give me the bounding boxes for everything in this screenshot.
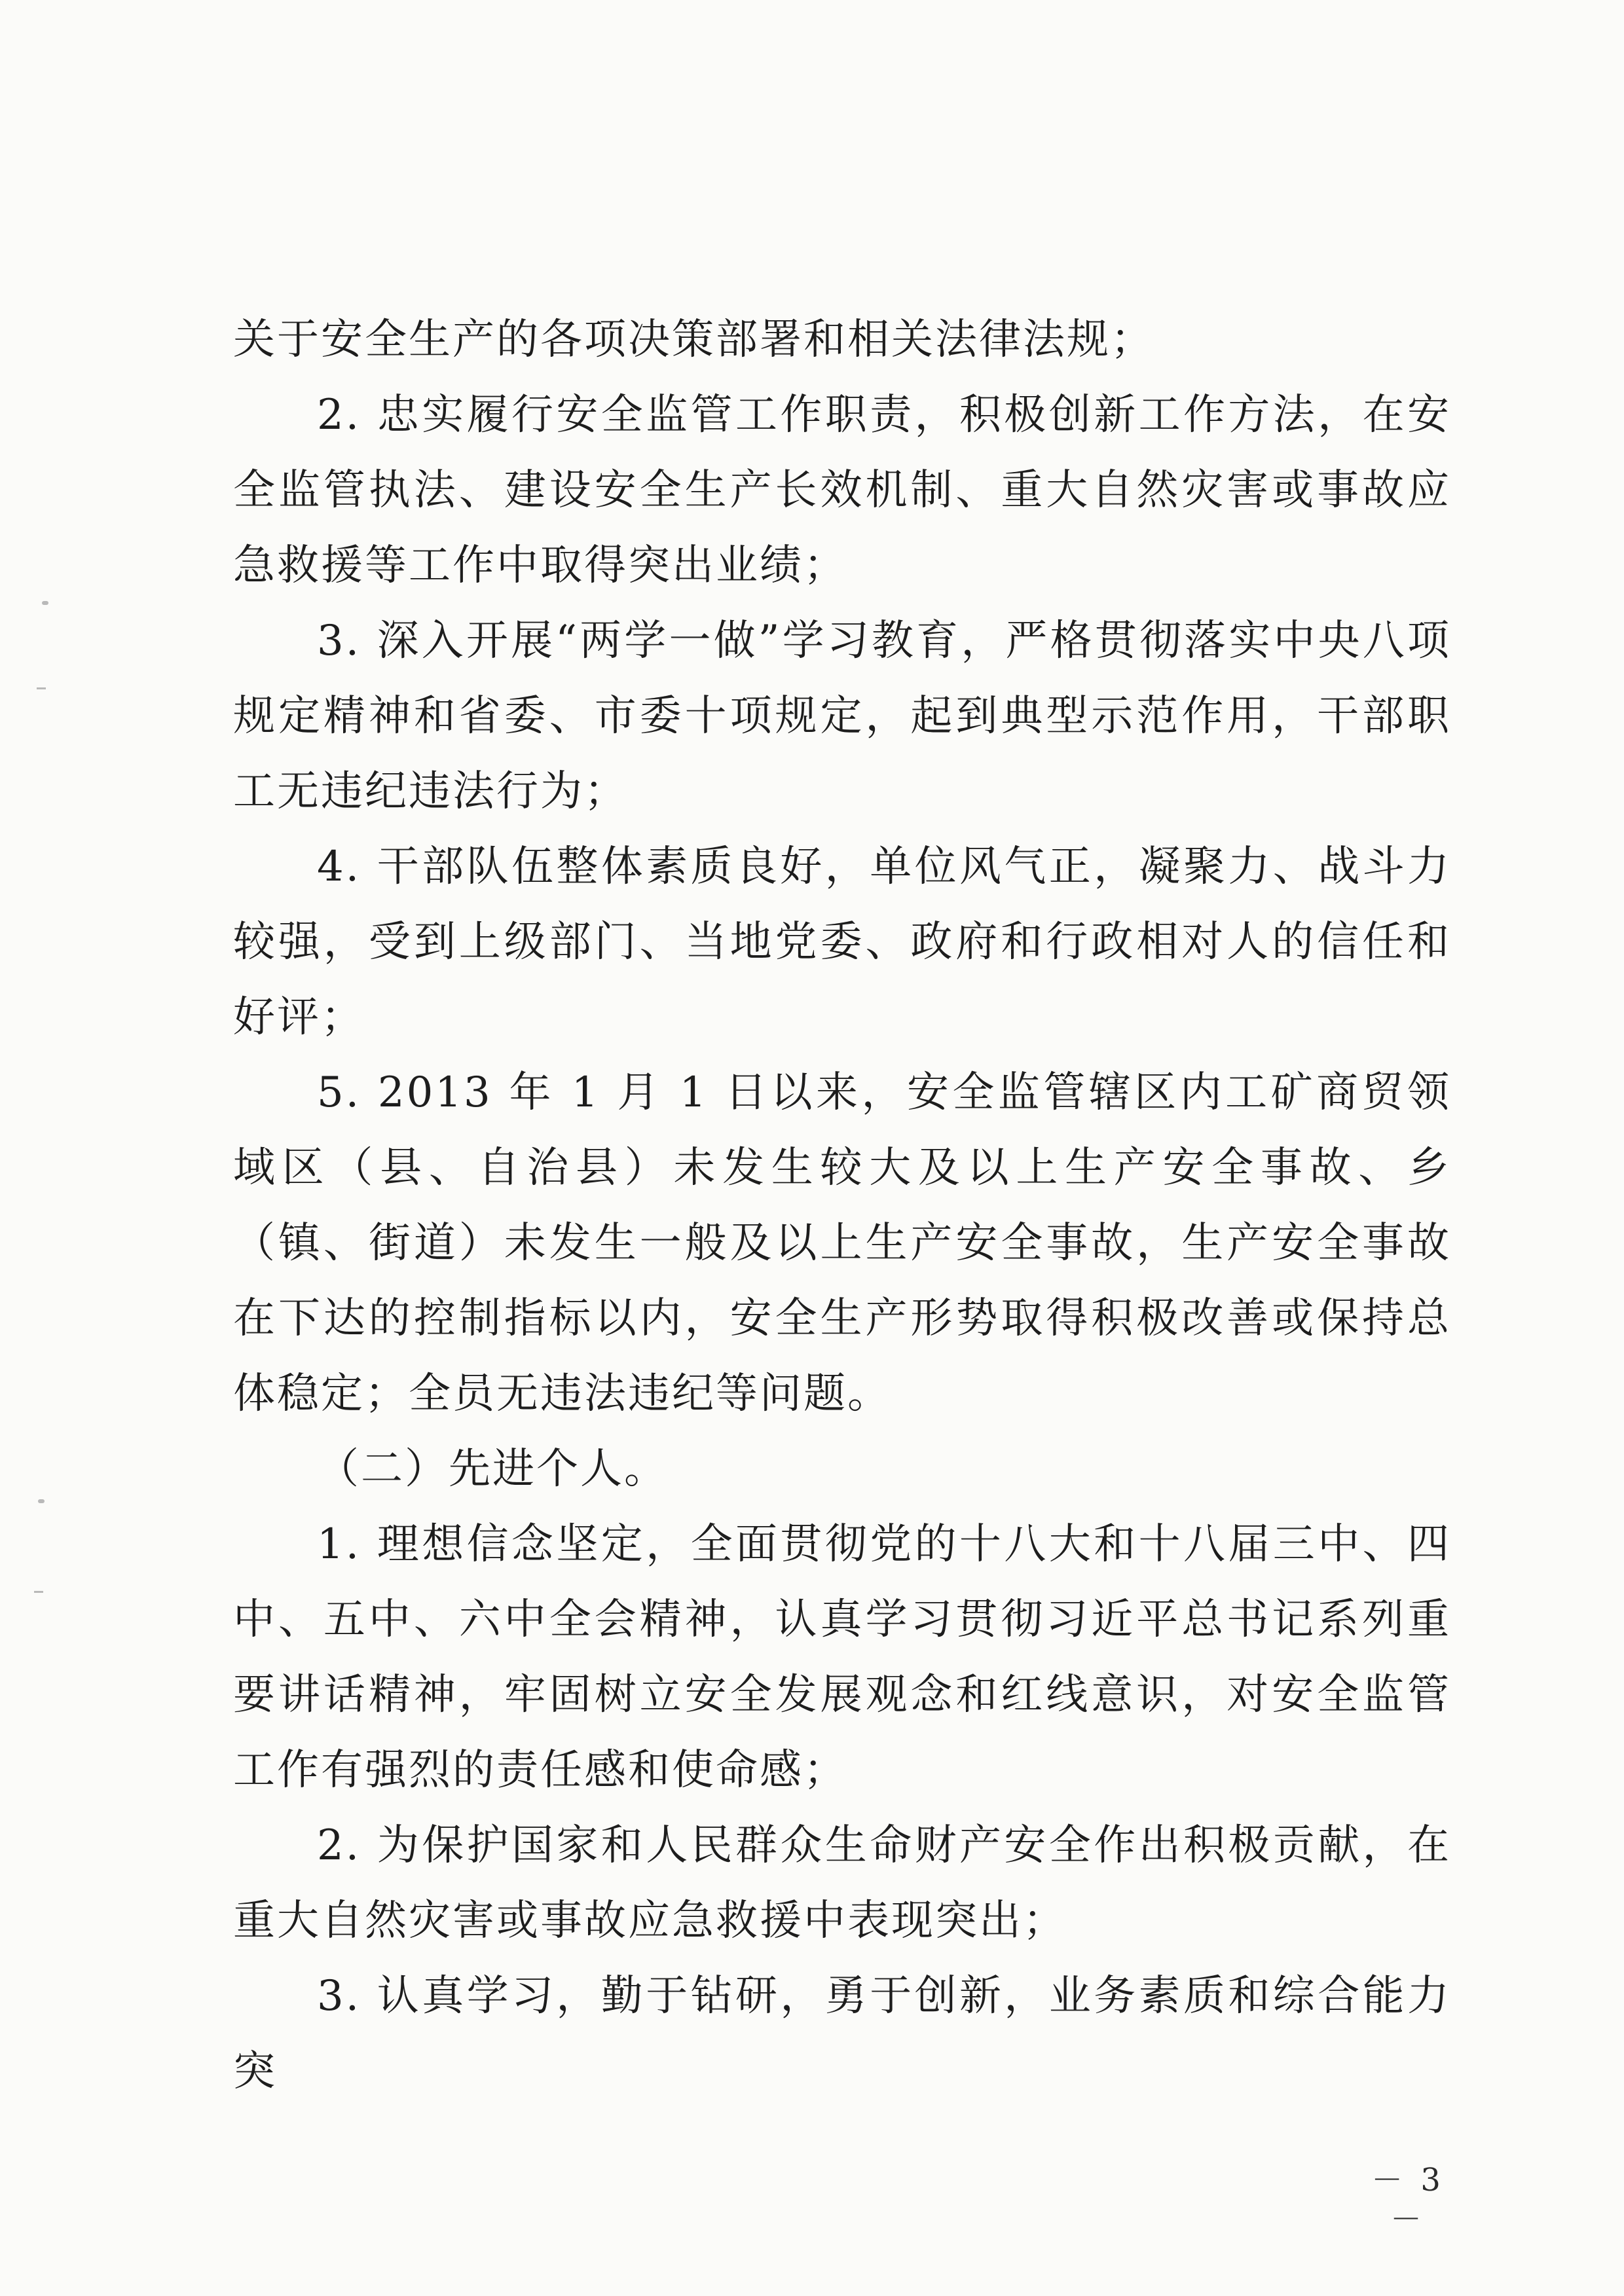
paragraph-continuation: 关于安全生产的各项决策部署和相关法律法规； — [233, 316, 1154, 364]
paragraph-unit-item-5: 5. 2013 年 1 月 1 日以来，安全监管辖区内工矿商贸领域区（县、自治县）未发生较大及以上生产安全事故、乡（镇、街道）未发生一般及以上生产安全事故，生产安全事故在下达的控制指标以内，安全生产形势取得积极改善或保持总体稳定；全员无违法违纪等问题。 — [233, 1068, 1451, 1418]
binding-mark — [38, 1499, 45, 1503]
paragraph-individual-item-1: 1. 理想信念坚定，全面贯彻党的十八大和十八届三中、四中、五中、六中全会精神，认真学习贯彻习近平总书记系列重要讲话精神，牢固树立安全发展观念和红线意识，对安全监管工作有强烈的责任感和使命感； — [233, 1520, 1451, 1795]
paragraph-unit-item-2: 2. 忠实履行安全监管工作职责，积极创新工作方法，在安全监管执法、建设安全生产长效机制、重大自然灾害或事故应急救援等工作中取得突出业绩； — [233, 391, 1451, 590]
binding-mark — [34, 1591, 43, 1593]
document-body — [233, 302, 1451, 2109]
paragraph-unit-item-4: 4. 干部队伍整体素质良好，单位风气正，凝聚力、战斗力较强，受到上级部门、当地党委、政府和行政相对人的信任和好评； — [233, 843, 1451, 1042]
paragraph-individual-item-2: 2. 为保护国家和人民群众生命财产安全作出积极贡献，在重大自然灾害或事故应急救援中表现突出； — [233, 1821, 1451, 1945]
paragraph-individual-item-3: 3. 认真学习，勤于钻研，勇于创新，业务素质和综合能力突 — [233, 1972, 1451, 2096]
section-heading-advanced-individuals: （二）先进个人。 — [317, 1445, 668, 1493]
page-number: － 3 － — [1371, 2162, 1445, 2238]
binding-mark — [42, 601, 48, 605]
binding-mark — [37, 687, 46, 689]
paragraph-unit-item-3: 3. 深入开展“两学一做”学习教育，严格贯彻落实中央八项规定精神和省委、市委十项规定，起到典型示范作用，干部职工无违纪违法行为； — [233, 617, 1451, 816]
